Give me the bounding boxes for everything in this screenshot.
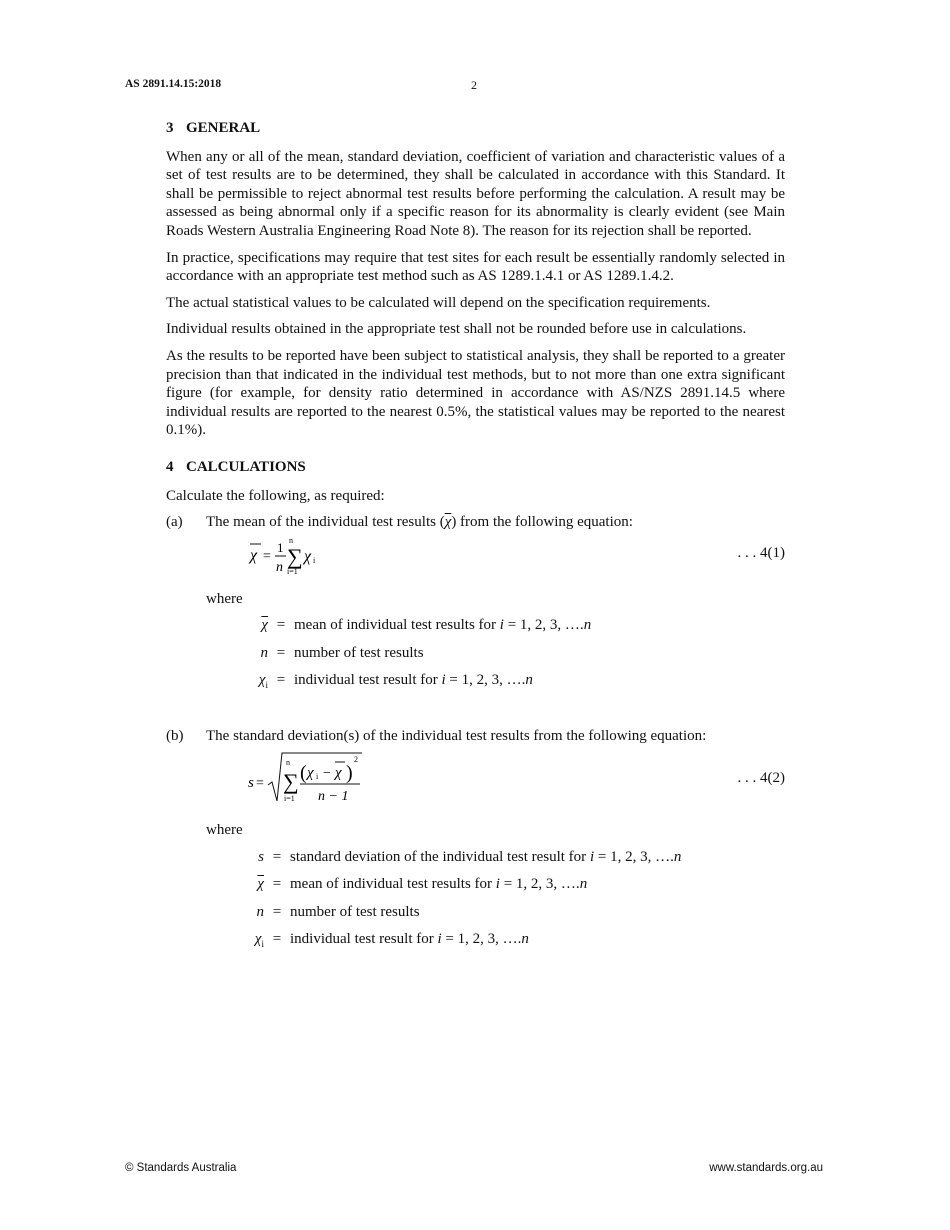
definition-row (246, 875, 785, 903)
std-dev-equation (246, 749, 396, 815)
paragraph: In practice, specifications may require that test sites for each result be essentially randomly selected in accordance with an appropriate test method such as AS 1289.1.4.1 or AS 1289.1.4.2. (166, 249, 785, 285)
section-title: CALCULATIONS (186, 458, 306, 475)
eq-term: χ (304, 547, 312, 565)
def-symbol: n (260, 644, 268, 661)
definition-row (246, 903, 785, 931)
eq-lhs: s (248, 775, 254, 792)
item-label: (a) (166, 514, 183, 531)
list-item-b (166, 727, 785, 746)
where-label: where (206, 590, 243, 607)
eq-sum-lower: i=1 (284, 794, 295, 804)
paragraph: When any or all of the mean, standard deviation, coefficient of variation and characteristic values of a set of test results are to be determined, they shall be calculated in accordance with this Standard. It shall be permissible to reject abnormal test results before performing the calculation. A result may be assessed as being abnormal only if a specific reason for its abnormality is clearly evident (see Main Roads Western Australia Engineering Road Note 8). The reason for its rejection shall be reported. (166, 148, 785, 239)
section-title: GENERAL (186, 120, 261, 136)
mean-equation (246, 532, 366, 584)
eq-sum-upper: n (286, 758, 290, 768)
where-label: where (206, 822, 243, 839)
section-number: 3 (166, 120, 174, 136)
def-text: individual test result for i = 1, 2, 3, ….n (290, 931, 529, 948)
definition-row (246, 616, 785, 644)
section-number: 4 (166, 458, 174, 475)
eq-bar-term: χ (335, 765, 342, 782)
eq-term: χ (307, 765, 314, 782)
def-equals: = (272, 931, 282, 948)
eq-rparen: ) (346, 762, 353, 785)
item-text: ) from the following equation: (451, 514, 633, 531)
eq-sum-lower: i=1 (287, 566, 298, 576)
eq-minus: − (323, 766, 331, 782)
eq-sum-sign: ∑ (287, 543, 303, 569)
def-text: mean of individual test results for i = 1, 2, 3, ….n (294, 617, 592, 634)
eq-equals: = (256, 776, 264, 792)
definition-row (246, 671, 785, 699)
def-text: mean of individual test results for i = 1, 2, 3, ….n (290, 876, 588, 893)
def-symbol: $\overline{\chi}$ (257, 876, 264, 893)
section-4-heading (166, 458, 785, 477)
eq-term-sub: i (313, 555, 316, 565)
def-symbol: $\chi_i$ (254, 931, 264, 950)
footer-website: www.standards.org.au (709, 1162, 823, 1174)
equation-number: . . . 4(2) (737, 770, 785, 787)
page-content (166, 119, 785, 958)
list-item-a (166, 513, 785, 532)
eq-equals: = (263, 548, 271, 564)
def-symbol: n (256, 903, 264, 920)
equation-4-1 (206, 532, 785, 584)
paragraph: As the results to be reported have been subject to statistical analysis, they shall be reported to a greater precision than that indicated in the individual test methods, but to not more than one extra significant figure (for example, for density ratio determined in accordance with AS/NZS 2891.14.5 where individual results are reported to the nearest 0.5%, the statistical values may be reported to the nearest 0.1%). (166, 347, 785, 439)
eq-exponent: 2 (354, 755, 358, 765)
eq-term-sub: i (316, 772, 319, 782)
section-3-heading (166, 119, 785, 138)
eq-denominator: n − 1 (318, 789, 349, 805)
eq-sum-upper: n (289, 535, 293, 545)
eq-lhs: χ (250, 546, 258, 564)
eq-numerator: 1 (277, 539, 284, 555)
eq-denominator: n (276, 559, 283, 575)
def-equals: = (276, 617, 286, 634)
def-equals: = (272, 848, 282, 865)
equation-number: . . . 4(1) (737, 544, 785, 561)
definition-row (246, 848, 785, 876)
paragraph: Individual results obtained in the appropriate test shall not be rounded before use in calculations. (166, 321, 747, 338)
def-text: number of test results (294, 644, 424, 661)
equation-4-2 (206, 749, 785, 815)
definitions-b (246, 848, 785, 958)
xbar-symbol: $\overline{\chi}$ (444, 514, 452, 531)
def-symbol: $\overline{\chi}$ (261, 617, 268, 634)
def-text: individual test result for i = 1, 2, 3, ….n (294, 672, 533, 689)
def-equals: = (276, 644, 286, 661)
paragraph: The actual statistical values to be calculated will depend on the specification requirements. (166, 294, 711, 311)
def-text: number of test results (290, 903, 420, 920)
item-text: The mean of the individual test results ( (206, 514, 445, 531)
document-id: AS 2891.14.15:2018 (125, 78, 222, 90)
definitions-a (246, 616, 785, 699)
def-symbol: s (258, 848, 264, 865)
page-number: 2 (471, 78, 477, 92)
item-text: The standard deviation(s) of the individual test results from the following equation: (206, 727, 707, 744)
eq-lparen: ( (300, 762, 307, 785)
def-equals: = (276, 672, 286, 689)
item-label: (b) (166, 727, 184, 744)
calc-intro: Calculate the following, as required: (166, 487, 385, 504)
definition-row (246, 644, 785, 672)
eq-sum-sign: ∑ (283, 769, 299, 795)
definition-row (246, 930, 785, 958)
def-text: standard deviation of the individual test result for i = 1, 2, 3, ….n (290, 848, 682, 865)
def-symbol: $\chi_i$ (258, 672, 268, 691)
def-equals: = (272, 903, 282, 920)
def-equals: = (272, 876, 282, 893)
footer-copyright: © Standards Australia (125, 1162, 237, 1174)
